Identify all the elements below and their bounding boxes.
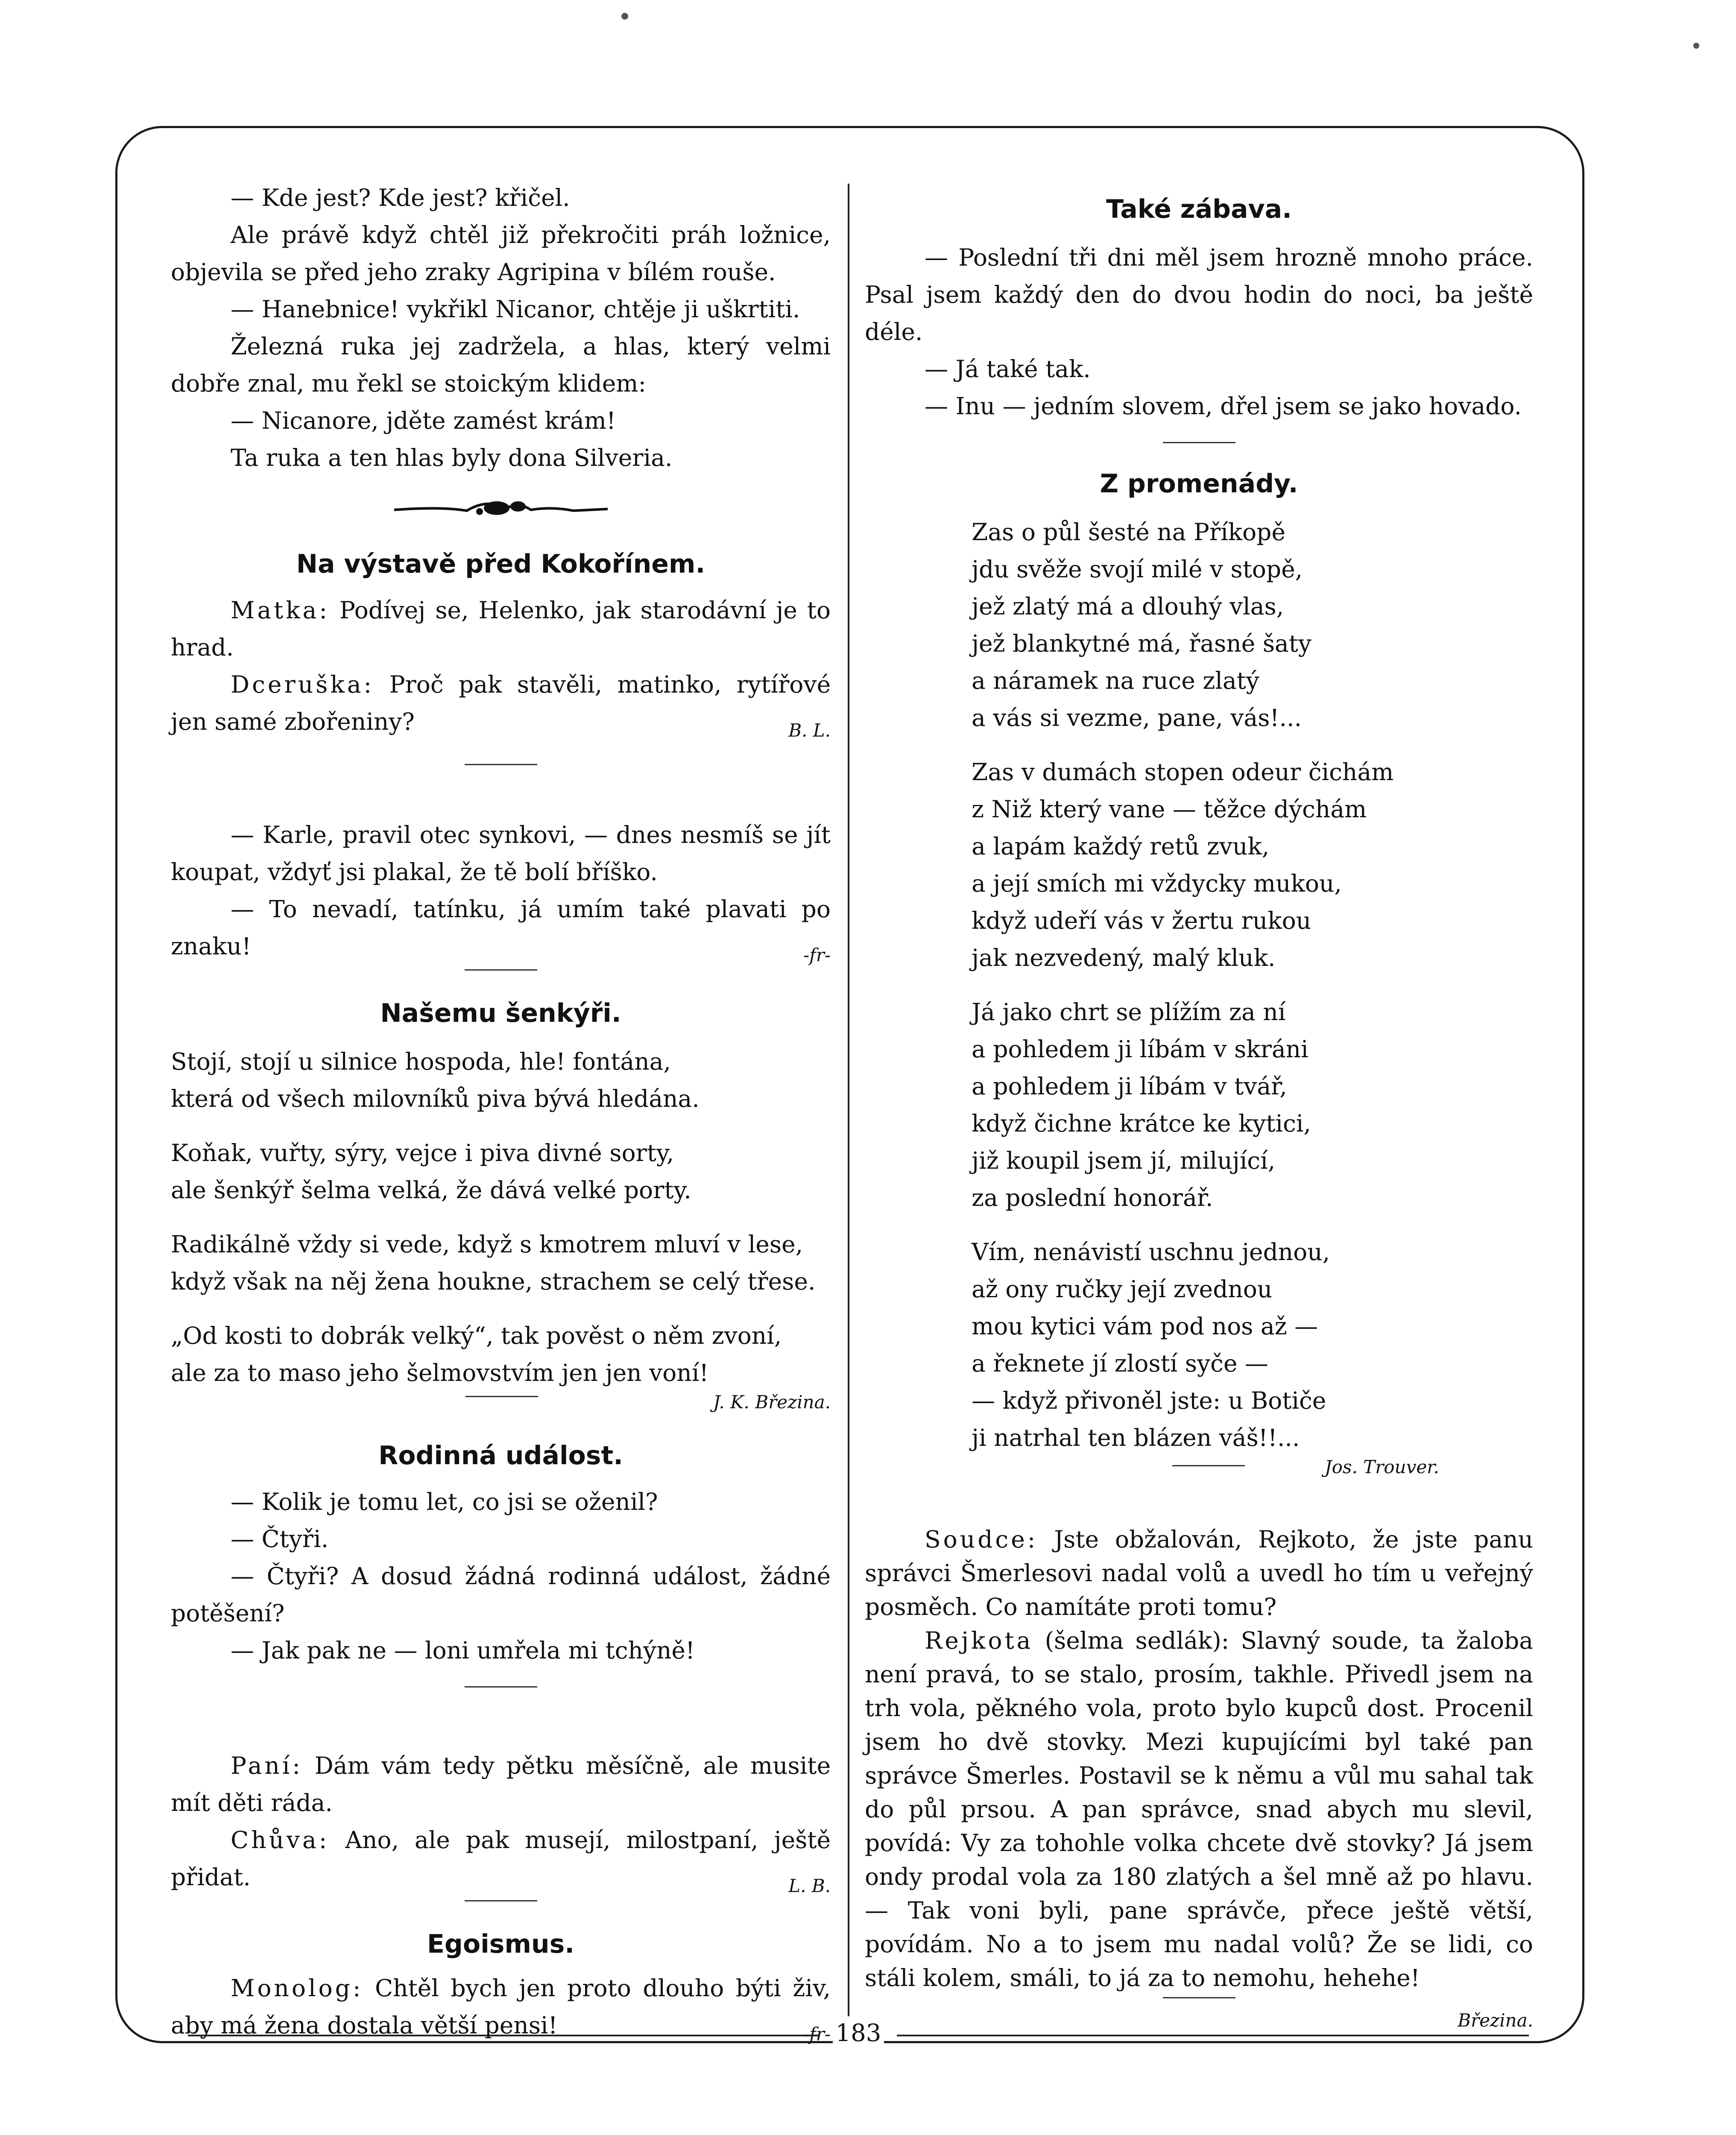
speaker-label: Dceruška: — [231, 671, 375, 698]
poem-line: a pohledem ji líbám v tvář, — [972, 1073, 1287, 1100]
poem-stanza — [972, 754, 1533, 977]
section-title: Egoismus. — [427, 1929, 575, 1959]
poem-line: Koňak, vuřty, sýry, vejce i piva divné sorty, — [171, 1139, 674, 1167]
section-senkyr — [171, 994, 831, 1417]
dialogue-line: — Inu — jedním slovem, dřel jsem se jako hovado. — [925, 392, 1522, 420]
poem-line: Zas v dumách stopen odeur čichám — [972, 758, 1394, 786]
dialogue-line: — Já také tak. — [925, 355, 1091, 383]
story-line: Železná ruka jej zadržela, a hlas, který velmi dobře znal, mu řekl se stoickým klidem: — [171, 333, 831, 397]
speaker-label: Paní: — [231, 1752, 303, 1779]
signature-row — [865, 1456, 1533, 1482]
signature: L. B. — [788, 1875, 831, 1896]
section-rule — [465, 764, 537, 765]
dialogue-line — [865, 1624, 1533, 2031]
section-promenady — [865, 465, 1533, 1482]
section-rule — [1163, 442, 1235, 443]
dialogue-line — [171, 1747, 831, 1822]
section-udalost — [171, 1436, 831, 1688]
story-line: — Nicanore, jděte zamést krám! — [231, 407, 616, 434]
dialogue-line — [171, 666, 831, 740]
story-line: Ale právě když chtěl již překročiti práh ložnice, objevila se před jeho zraky Agripina v bílém rouše. — [171, 221, 831, 286]
dialogue-text: — To nevadí, tatínku, já umím také plavati po znaku! — [171, 895, 831, 960]
poem-line: jak nezvedený, malý kluk. — [972, 944, 1276, 971]
right-column — [865, 190, 1533, 2037]
poem-line: a řeknete jí zlostí syče — — [972, 1350, 1268, 1377]
section-title: Také zábava. — [1106, 194, 1292, 224]
dialogue-text: Dám vám tedy pětku měsíčně, ale musite mít děti ráda. — [171, 1752, 831, 1816]
poem-line: Stojí, stojí u silnice hospoda, hle! fontána, — [171, 1048, 671, 1075]
poem-stanza — [972, 514, 1533, 737]
poem-line: již koupil jsem jí, milující, — [972, 1147, 1276, 1174]
poem-line: ale šenkýř šelma velká, že dává velké porty. — [171, 1176, 691, 1204]
poem-stanza — [972, 994, 1533, 1217]
speaker-label: Rejkota — [925, 1627, 1033, 1654]
section-karle — [171, 816, 831, 971]
poem-stanza — [972, 1234, 1533, 1456]
poem-line: jdu svěže svojí milé v stopě, — [972, 556, 1303, 583]
poem-line: Zas o půl šesté na Příkopě — [972, 518, 1285, 546]
signature: Březina. — [1458, 2010, 1533, 2031]
dialogue-line — [865, 1523, 1533, 1624]
dialogue-text: Jste obžalován, Rejkoto, že jste panu správci Šmerlesovi nadal volů a uvedl ho tím u veřejný posměch. Co namítáte proti tomu? — [865, 1526, 1533, 1620]
section-rule — [465, 969, 537, 971]
poem-line: a náramek na ruce zlatý — [972, 667, 1259, 694]
poem-line: a lapám každý retů zvuk, — [972, 833, 1270, 860]
section-rule — [465, 1396, 538, 1397]
signature: B. L. — [788, 720, 831, 741]
poem-line: až ony ručky její zvednou — [972, 1275, 1273, 1303]
story-line: — Kde jest? Kde jest? křičel. — [231, 184, 570, 211]
poem-line: Radikálně vždy si vede, když s kmotrem mluví v lese, — [171, 1231, 803, 1258]
poem-stanza — [171, 1135, 831, 1209]
speaker-label: Chůva: — [231, 1826, 330, 1854]
dialogue-text: Ano, ale pak musejí, milostpaní, ještě přidat. — [171, 1826, 831, 1891]
poem-line: — když přivoněl jste: u Botiče — [972, 1387, 1326, 1414]
poem-line: a její smích mi vždycky mukou, — [972, 870, 1342, 897]
section-title: Rodinná událost. — [378, 1441, 623, 1471]
poem-line: jež zlatý má a dlouhý vlas, — [972, 593, 1284, 620]
scan-speck — [621, 13, 628, 20]
poem-line: ji natrhal ten blázen váš!!... — [972, 1424, 1300, 1451]
dialogue-line: — Poslední tři dni měl jsem hrozně mnoho práce. Psal jsem každý den do dvou hodin do noci, ba ještě déle. — [865, 244, 1533, 345]
section-vystava — [171, 545, 831, 765]
speaker-label: Monolog: — [231, 1974, 363, 2002]
dialogue-text: Chtěl bych jen proto dlouho býti živ, aby má žena dostala větší pensi! — [171, 1974, 831, 2039]
poem-line: mou kytici vám pod nos až — — [972, 1313, 1318, 1340]
dialogue-line: — Jak pak ne — loni umřela mi tchýně! — [231, 1637, 695, 1664]
poem-stanza — [171, 1317, 831, 1392]
column-divider — [848, 184, 849, 2024]
story-line: — Hanebnice! vykřikl Nicanor, chtěje ji uškrtiti. — [231, 295, 800, 323]
poem-line: ale za to maso jeho šelmovstvím jen jen voní! — [171, 1359, 709, 1386]
dialogue-text: (šelma sedlák): Slavný soude, ta žaloba není pravá, to se stalo, prosím, takhle. Přivedl jsem na trh vola, pěkného vola, proto bylo kupců dost. Procenil jsem ho dvě stovky. Mezi kupujícími byl také pan správce Šmerles. Postavil se k němu a vůl mu sahal tak do půl prsou. A pan správce, snad abych mu slevil, povídá: Vy za tohohle volka chcete dvě stovky? Já jsem ondy prodal vola za 180 zlatých a šel mně až po hlavu. — Tak voni byli, pane správče, přece ještě větší, povídám. No a to jsem mu nadal volů? Že se lidi, co stáli kolem, smáli, to já za to nemohu, hehehe! — [865, 1627, 1533, 1992]
flourish-icon — [390, 494, 612, 524]
dialogue-text: Proč pak stavěli, matinko, rytířové jen samé zbořeniny? — [171, 671, 831, 735]
dialogue-line — [171, 891, 831, 965]
poem-stanza — [171, 1043, 831, 1117]
dialogue-line: — Čtyři. — [231, 1525, 329, 1553]
section-pani — [171, 1747, 831, 1901]
dialogue-line — [171, 592, 831, 666]
signature: Jos. Trouver. — [1324, 1456, 1439, 1477]
poem-line: která od všech milovníků piva bývá hledána. — [171, 1085, 700, 1112]
section-title: Z promenády. — [1100, 469, 1298, 499]
poem-line: a pohledem ji líbám v skráni — [972, 1035, 1309, 1063]
poem — [171, 1043, 831, 1392]
section-title: Našemu šenkýři. — [380, 998, 621, 1028]
section-title: Na výstavě před Kokořínem. — [296, 549, 706, 579]
poem-line: za poslední honorář. — [972, 1184, 1213, 1211]
signature: J. K. Březina. — [713, 1392, 831, 1413]
section-rule — [465, 1900, 537, 1901]
section-egoismus — [171, 1925, 831, 2044]
dialogue-line: — Karle, pravil otec synkovi, — dnes nesmíš se jít koupat, vždyť jsi plakal, že tě bolí bříško. — [171, 821, 831, 886]
story-line: Ta ruka a ten hlas byly dona Silveria. — [231, 444, 673, 471]
poem-line: „Od kosti to dobrák velký“, tak pověst o něm zvoní, — [171, 1322, 782, 1349]
poem-line: když čichne krátce ke kytici, — [972, 1110, 1311, 1137]
poem-line: když udeří vás v žertu rukou — [972, 907, 1312, 934]
left-column — [171, 179, 831, 2053]
section-soud — [865, 1523, 1533, 2031]
scan-speck — [1693, 43, 1699, 49]
poem-line: z Niž který vane — těžce dýchám — [972, 796, 1367, 823]
section-rule — [465, 1686, 537, 1688]
signature-row — [171, 1392, 831, 1417]
ornament-divider — [171, 494, 831, 528]
section-zabava — [865, 190, 1533, 443]
page-number: 183 — [833, 2016, 884, 2050]
section-rule — [1163, 1997, 1235, 1998]
poem-line: a vás si vezme, pane, vás!... — [972, 704, 1302, 731]
dialogue-line: — Kolik je tomu let, co jsi se oženil? — [231, 1488, 658, 1515]
dialogue-line: — Čtyři? A dosud žádná rodinná událost, žádné potěšení? — [171, 1562, 831, 1627]
poem-line: jež blankytné má, řasné šaty — [972, 630, 1312, 657]
dialogue-line — [171, 1822, 831, 1896]
poem-line: Já jako chrt se plížím za ní — [972, 998, 1286, 1026]
poem-stanza — [171, 1226, 831, 1300]
signature: -fr- — [803, 2024, 831, 2044]
speaker-label: Matka: — [231, 597, 330, 624]
poem-line: Vím, nenávistí uschnu jednou, — [972, 1238, 1330, 1266]
dialogue-line — [171, 1970, 831, 2044]
speaker-label: Soudce: — [925, 1526, 1038, 1553]
section-rule — [1172, 1465, 1245, 1466]
signature: -fr- — [803, 945, 831, 965]
poem-line: když však na něj žena houkne, strachem se celý třese. — [171, 1268, 816, 1295]
dialogue-text: Podívej se, Helenko, jak starodávní je to hrad. — [171, 597, 831, 661]
story-ending — [171, 179, 831, 477]
poem — [972, 514, 1533, 1456]
